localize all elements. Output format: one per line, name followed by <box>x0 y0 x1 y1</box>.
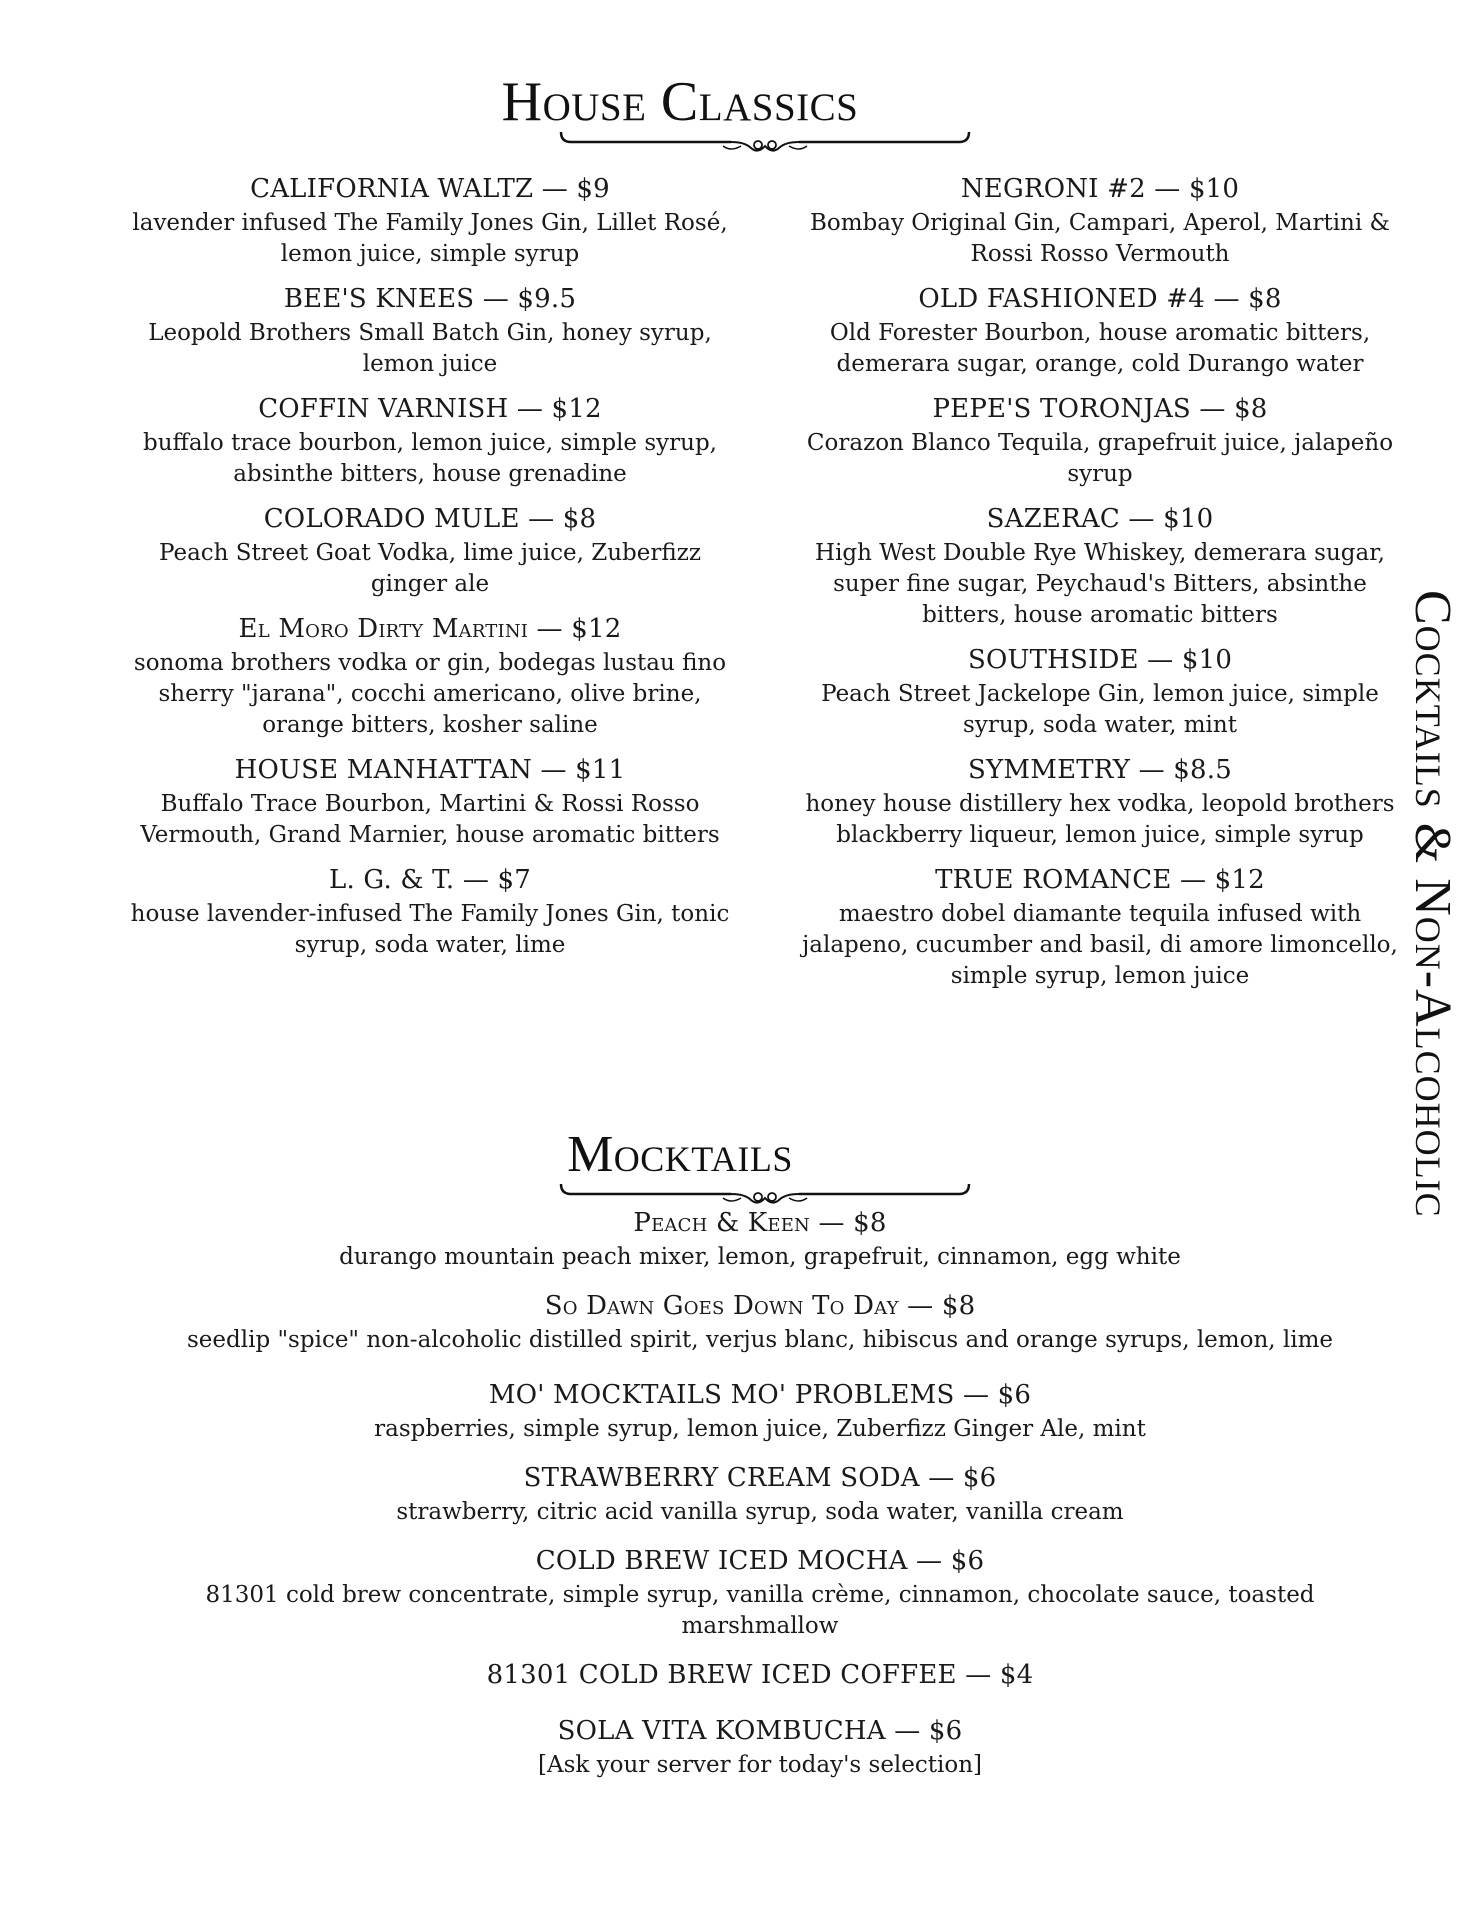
item-description: Bombay Original Gin, Campari, Aperol, Martini & Rossi Rosso Vermouth <box>809 210 1391 267</box>
menu-item <box>800 392 1400 490</box>
item-description: Peach Street Jackelope Gin, lemon juice, simple syrup, soda water, mint <box>821 681 1379 738</box>
item-description: seedlip "spice" non-alcoholic distilled spirit, verjus blanc, hibiscus and orange syrups, lemon, lime <box>186 1327 1334 1353</box>
item-name: MO' MOCKTAILS MO' PROBLEMS — $6 <box>488 1380 1032 1410</box>
item-name: L. G. & T. — $7 <box>329 865 531 895</box>
item-description: buffalo trace bourbon, lemon juice, simple syrup, absinthe bitters, house grenadine <box>142 430 717 487</box>
menu-item <box>130 863 730 961</box>
house-classics-left-column <box>130 172 730 973</box>
item-description: [Ask your server for today's selection] <box>537 1752 983 1778</box>
item-description: 81301 cold brew concentrate, simple syrup, vanilla crème, cinnamon, chocolate sauce, toasted marshmallow <box>205 1582 1315 1639</box>
item-name: El Moro Dirty Martini — $12 <box>238 614 622 644</box>
item-name: PEPE'S TORONJAS — $8 <box>932 394 1268 424</box>
menu-item <box>800 172 1400 270</box>
item-name: COFFIN VARNISH — $12 <box>258 394 602 424</box>
item-name: HOUSE MANHATTAN — $11 <box>234 755 626 785</box>
menu-item <box>130 1378 1390 1445</box>
item-description: Buffalo Trace Bourbon, Martini & Rossi Rosso Vermouth, Grand Marnier, house aromatic bitters <box>140 791 720 848</box>
menu-item <box>130 502 730 600</box>
item-name: COLORADO MULE — $8 <box>263 504 597 534</box>
menu-item <box>130 1206 1390 1273</box>
item-name: So Dawn Goes Down To Day — $8 <box>544 1291 976 1321</box>
item-name: NEGRONI #2 — $10 <box>960 174 1240 204</box>
item-description: sonoma brothers vodka or gin, bodegas lustau fino sherry "jarana", cocchi americano, olive brine, orange bitters, kosher saline <box>133 650 727 738</box>
item-description: High West Double Rye Whiskey, demerara sugar, super fine sugar, Peychaud's Bitters, absinthe bitters, house aromatic bitters <box>815 540 1385 628</box>
item-description: durango mountain peach mixer, lemon, grapefruit, cinnamon, egg white <box>339 1244 1181 1270</box>
item-name: CALIFORNIA WALTZ — $9 <box>250 174 610 204</box>
menu-item <box>130 392 730 490</box>
ornamental-divider <box>555 128 975 158</box>
menu-item <box>130 282 730 380</box>
side-title: Cocktails & Non-Alcoholic <box>1404 590 1461 1218</box>
item-description: Old Forester Bourbon, house aromatic bitters, demerara sugar, orange, cold Durango water <box>829 320 1371 377</box>
mocktails-list <box>130 1206 1390 1797</box>
item-name: Peach & Keen — $8 <box>633 1208 887 1238</box>
menu-item <box>800 502 1400 631</box>
item-name: BEE'S KNEES — $9.5 <box>283 284 577 314</box>
item-description: strawberry, citric acid vanilla syrup, soda water, vanilla cream <box>396 1499 1124 1525</box>
menu-item <box>130 1544 1390 1642</box>
mocktails-title: Mocktails <box>567 1126 793 1183</box>
house-classics-title: House Classics <box>501 71 859 133</box>
menu-item <box>800 643 1400 741</box>
menu-item <box>800 282 1400 380</box>
menu-item <box>800 863 1400 992</box>
house-classics-right-column <box>800 172 1400 1004</box>
menu-item <box>130 1658 1390 1692</box>
item-name: SOUTHSIDE — $10 <box>967 645 1233 675</box>
item-description: lavender infused The Family Jones Gin, Lillet Rosé, lemon juice, simple syrup <box>132 210 728 267</box>
menu-item <box>130 1289 1390 1356</box>
item-name: OLD FASHIONED #4 — $8 <box>918 284 1282 314</box>
item-name: TRUE ROMANCE — $12 <box>935 865 1265 895</box>
menu-item <box>130 753 730 851</box>
menu-item <box>130 1714 1390 1781</box>
item-description: maestro dobel diamante tequila infused with jalapeno, cucumber and basil, di amore limoncello, simple syrup, lemon juice <box>802 901 1398 989</box>
item-description: Peach Street Goat Vodka, lime juice, Zuberfizz ginger ale <box>159 540 701 597</box>
menu-item <box>130 612 730 741</box>
item-name: SYMMETRY — $8.5 <box>968 755 1232 785</box>
item-description: raspberries, simple syrup, lemon juice, Zuberfizz Ginger Ale, mint <box>374 1416 1146 1442</box>
item-name: 81301 COLD BREW ICED COFFEE — $4 <box>486 1660 1034 1690</box>
item-description: house lavender-infused The Family Jones Gin, tonic syrup, soda water, lime <box>130 901 730 958</box>
item-name: STRAWBERRY CREAM SODA — $6 <box>523 1463 997 1493</box>
item-description: Corazon Blanco Tequila, grapefruit juice, jalapeño syrup <box>806 430 1394 487</box>
item-description: Leopold Brothers Small Batch Gin, honey syrup, lemon juice <box>148 320 712 377</box>
item-name: COLD BREW ICED MOCHA — $6 <box>535 1546 985 1576</box>
menu-item <box>130 172 730 270</box>
item-name: SOLA VITA KOMBUCHA — $6 <box>557 1716 963 1746</box>
item-description: honey house distillery hex vodka, leopold brothers blackberry liqueur, lemon juice, simple syrup <box>805 791 1395 848</box>
menu-item <box>130 1461 1390 1528</box>
menu-item <box>800 753 1400 851</box>
item-name: SAZERAC — $10 <box>986 504 1214 534</box>
